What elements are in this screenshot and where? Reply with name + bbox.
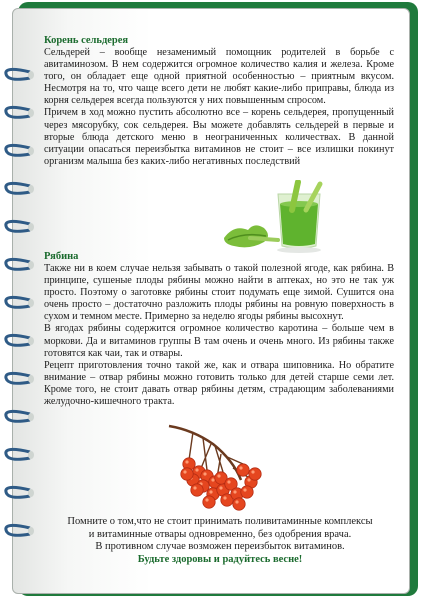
berry-shine: [251, 470, 254, 473]
spiral-ring: [6, 107, 30, 117]
rowan-section-title: Рябина: [44, 251, 79, 262]
berry: [249, 468, 261, 480]
berry-shine: [235, 500, 238, 503]
spiral-hole: [28, 299, 34, 307]
spiral-ring: [6, 373, 30, 383]
spiral-hole: [28, 223, 34, 231]
rowan-paragraph-2: В ягодах рябины содержится огромное количество каротина – больше чем в моркови. Да и витаминов группы В там очень и очень много. Из рябины также готовятся как чаи, так и отвары.: [44, 323, 394, 359]
spiral-ring: [6, 411, 30, 421]
spiral-ring: [6, 221, 30, 231]
spiral-binding: [0, 0, 40, 600]
berry-shine: [223, 496, 226, 499]
rowan-berries-image: [163, 420, 265, 512]
berry-shine: [217, 474, 220, 477]
spiral-ring: [6, 487, 30, 497]
berry-shine: [247, 478, 250, 481]
berry: [233, 498, 245, 510]
berry-shine: [227, 480, 230, 483]
berry-shine: [211, 478, 214, 481]
celery-section-title: Корень сельдерея: [44, 35, 129, 46]
spiral-ring: [6, 297, 30, 307]
berry-shine: [183, 470, 186, 473]
page-content: [44, 34, 394, 168]
berry-shine: [203, 472, 206, 475]
spiral-hole: [28, 489, 34, 497]
berry-shine: [195, 468, 198, 471]
spiral-ring: [6, 449, 30, 459]
spiral-ring: [6, 259, 30, 269]
spiral-ring: [6, 69, 30, 79]
footer-line-2: и витаминные отвары одновременно, без одобрения врача.: [88, 528, 352, 540]
spiral-hole: [28, 71, 34, 79]
spiral-hole: [28, 527, 34, 535]
berry: [191, 484, 203, 496]
berry: [237, 464, 249, 476]
berry: [181, 468, 193, 480]
rowan-paragraph-1: Также ни в коем случае нельзя забывать о такой полезной ягоде, как рябина. В принципе, сушеные плоды рябины можно найти в аптеках, но это не так уж просто. Поэтому о заготовке рябины стоит подумать еще зимой. Сушится она очень просто – достаточно разложить плоды рябины на ровную поверхность в сухом и темном месте. Примерно за неделю ягоды рябины высохнут.: [44, 263, 394, 323]
spiral-ring: [6, 335, 30, 345]
footer-line-1: Помните о том,что не стоит принимать поливитаминные комплексы: [67, 516, 373, 527]
spiral-hole: [28, 109, 34, 117]
footer-closing: Будьте здоровы и радуйтесь весне!: [137, 553, 303, 565]
celery-juice-image: [220, 180, 340, 256]
rowan-content: [44, 250, 394, 408]
berry-shine: [193, 486, 196, 489]
spiral-ring: [6, 145, 30, 155]
footer-line-3: В противном случае возможен переизбыток витаминов.: [95, 541, 345, 553]
spiral-hole: [28, 337, 34, 345]
berry-shine: [239, 466, 242, 469]
spiral-ring: [6, 183, 30, 193]
footer-note: [40, 516, 400, 566]
berry-shine: [209, 490, 212, 493]
spiral-hole: [28, 375, 34, 383]
spiral-hole: [28, 261, 34, 269]
celery-paragraph-2: Причем в ход можно пустить абсолютно все – корень сельдерея, пропущенный через мясорубку, сок сельдерея. Вы можете добавлять сельдерей в первые и вторые блюда детского меню в неограниченных количествах. В данной ситуации опасаться переизбытка витаминов не стоит – все излишки покинут организм малыша без каких-либо негативных последствий: [44, 107, 394, 167]
berry: [241, 486, 253, 498]
spiral-ring: [6, 525, 30, 535]
spiral-hole: [28, 451, 34, 459]
berry-shine: [205, 498, 208, 501]
rowan-paragraph-3: Рецепт приготовления точно такой же, как и отвара шиповника. Но обратите внимание – отвар рябины можно готовить только для детей старше семи лет. Кроме того, не стоит давать отвар рябины детям, страдающим заболеваниями желудочно-кишечного тракта.: [44, 359, 394, 408]
berry: [203, 496, 215, 508]
celery-paragraph-1: Сельдерей – вообще незаменимый помощник родителей в борьбе с авитаминозом. В нем содержится огромное количество калия и железа. Кроме того, он обладает еще одной приятной особенностью – приятным вкусом. Несмотря на то, что чаще всего дети не любят какие-либо приправы, блюда из корня сельдерея всегда пользуются у них повышенным спросом.: [44, 47, 394, 107]
spiral-hole: [28, 413, 34, 421]
berry-shine: [233, 490, 236, 493]
berry-shine: [185, 460, 188, 463]
spiral-hole: [28, 147, 34, 155]
berry-shine: [219, 486, 222, 489]
berry-shine: [243, 488, 246, 491]
spiral-hole: [28, 185, 34, 193]
